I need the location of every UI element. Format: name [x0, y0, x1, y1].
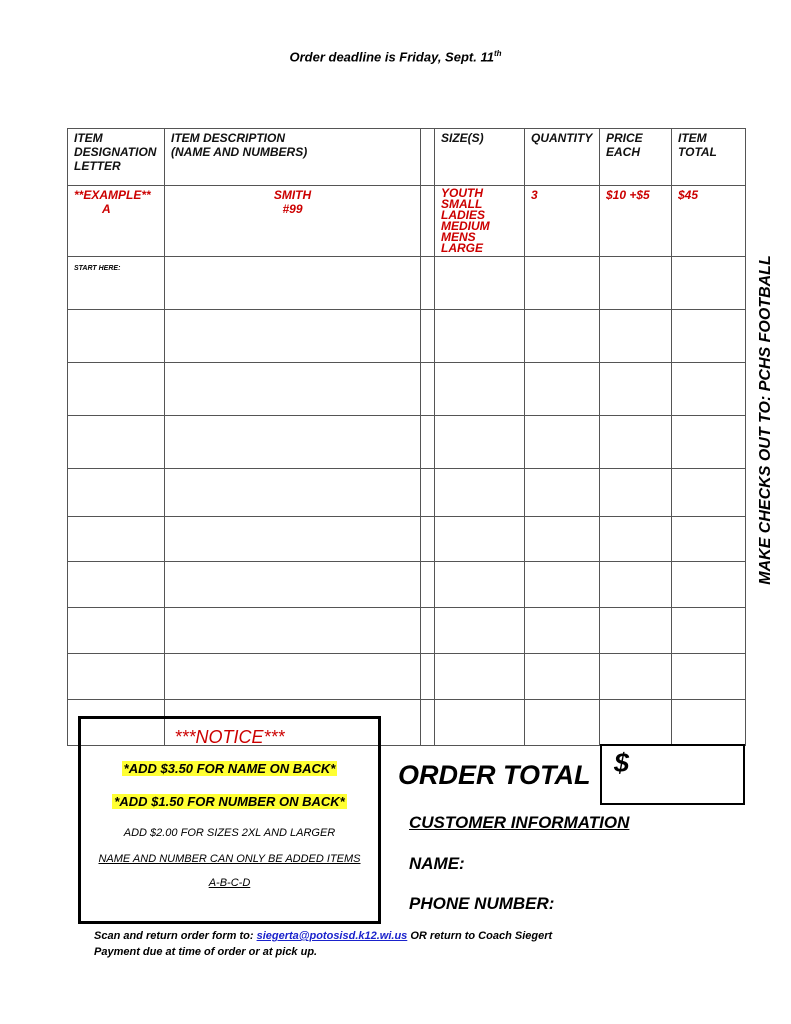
entry-cell-spacer — [421, 363, 435, 416]
header-spacer — [421, 129, 435, 186]
example-description: SMITH #99 — [165, 186, 421, 257]
header-price-each: PRICE EACH — [600, 129, 672, 186]
example-row — [68, 186, 746, 257]
entry-cell-price[interactable] — [600, 700, 672, 746]
entry-cell-total[interactable] — [672, 562, 746, 608]
entry-cell-spacer — [421, 517, 435, 562]
entry-cell-letter[interactable] — [68, 654, 165, 700]
entry-cell-total[interactable] — [672, 654, 746, 700]
notice-name-fee: *ADD $3.50 FOR NAME ON BACK* — [123, 761, 336, 776]
entry-cell-sizes[interactable] — [435, 363, 525, 416]
entry-cell-letter[interactable] — [68, 562, 165, 608]
entry-cell-spacer — [421, 416, 435, 469]
entry-cell-price[interactable] — [600, 257, 672, 310]
entry-cell-sizes[interactable] — [435, 517, 525, 562]
entry-cell-total[interactable] — [672, 363, 746, 416]
customer-information-title: CUSTOMER INFORMATION — [409, 813, 630, 832]
entry-cell-price[interactable] — [600, 310, 672, 363]
entry-cell-description[interactable] — [165, 654, 421, 700]
entry-cell-sizes[interactable] — [435, 562, 525, 608]
header-item-total: ITEM TOTAL — [672, 129, 746, 186]
entry-cell-letter[interactable] — [68, 469, 165, 517]
example-price: $10 +$5 — [600, 186, 672, 257]
entry-cell-spacer — [421, 469, 435, 517]
entry-cell-total[interactable] — [672, 700, 746, 746]
order-entry-row — [68, 257, 746, 310]
customer-phone-label: PHONE NUMBER: — [409, 894, 555, 913]
header-quantity: QUANTITY — [525, 129, 600, 186]
table-header-row — [68, 129, 746, 186]
header-item-designation: ITEM DESIGNATION LETTER — [68, 129, 165, 186]
customer-name-label: NAME: — [409, 854, 465, 873]
notice-restriction: NAME AND NUMBER CAN ONLY BE ADDED ITEMS — [98, 853, 361, 865]
footer-return-instructions: Scan and return order form to: siegerta@potosisd.k12.wi.us OR return to Coach Siegert — [94, 930, 553, 942]
notice-items: A-B-C-D — [208, 877, 251, 889]
order-entry-row — [68, 608, 746, 654]
entry-cell-spacer — [421, 310, 435, 363]
order-entry-row — [68, 416, 746, 469]
entry-cell-description[interactable] — [165, 608, 421, 654]
entry-cell-total[interactable] — [672, 469, 746, 517]
entry-cell-total[interactable] — [672, 416, 746, 469]
example-quantity: 3 — [525, 186, 600, 257]
entry-cell-quantity[interactable] — [525, 363, 600, 416]
order-entry-row — [68, 517, 746, 562]
example-letter: **EXAMPLE** A — [68, 186, 165, 257]
entry-cell-sizes[interactable] — [435, 654, 525, 700]
notice-title: ***NOTICE*** — [174, 727, 285, 747]
entry-cell-quantity[interactable] — [525, 416, 600, 469]
notice-number-fee: *ADD $1.50 FOR NUMBER ON BACK* — [114, 794, 345, 809]
entry-cell-quantity[interactable] — [525, 654, 600, 700]
entry-cell-quantity[interactable] — [525, 608, 600, 654]
entry-cell-sizes[interactable] — [435, 469, 525, 517]
example-spacer — [421, 186, 435, 257]
notice-box — [78, 716, 381, 924]
example-total: $45 — [672, 186, 746, 257]
entry-cell-quantity[interactable] — [525, 469, 600, 517]
entry-cell-total[interactable] — [672, 257, 746, 310]
entry-cell-sizes[interactable] — [435, 257, 525, 310]
entry-cell-letter[interactable] — [68, 517, 165, 562]
email-link[interactable]: siegerta@potosisd.k12.wi.us — [256, 930, 408, 942]
entry-cell-total[interactable] — [672, 310, 746, 363]
entry-cell-description[interactable] — [165, 562, 421, 608]
entry-cell-spacer — [421, 257, 435, 310]
order-deadline: Order deadline is Friday, Sept. 11th — [289, 49, 502, 65]
order-table — [67, 128, 746, 746]
entry-cell-total[interactable] — [672, 517, 746, 562]
entry-cell-description[interactable] — [165, 469, 421, 517]
entry-cell-description[interactable] — [165, 310, 421, 363]
entry-cell-price[interactable] — [600, 469, 672, 517]
order-entry-row — [68, 562, 746, 608]
start-here-label: START HERE: — [74, 265, 121, 272]
entry-cell-letter[interactable] — [68, 310, 165, 363]
entry-cell-sizes[interactable] — [435, 416, 525, 469]
entry-cell-sizes[interactable] — [435, 310, 525, 363]
entry-cell-price[interactable] — [600, 608, 672, 654]
entry-cell-quantity[interactable] — [525, 517, 600, 562]
deadline-superscript: th — [493, 49, 502, 58]
entry-cell-spacer — [421, 700, 435, 746]
entry-cell-price[interactable] — [600, 517, 672, 562]
entry-cell-letter[interactable] — [68, 608, 165, 654]
entry-cell-letter[interactable] — [68, 257, 165, 310]
header-item-description: ITEM DESCRIPTION (NAME AND NUMBERS) — [165, 129, 421, 186]
entry-cell-description[interactable] — [165, 416, 421, 469]
notice-size-fee: ADD $2.00 FOR SIZES 2XL AND LARGER — [123, 827, 336, 839]
entry-cell-quantity[interactable] — [525, 310, 600, 363]
order-total-label: ORDER TOTAL — [398, 760, 591, 790]
order-entry-row — [68, 469, 746, 517]
entry-cell-spacer — [421, 654, 435, 700]
entry-cell-description[interactable] — [165, 517, 421, 562]
entry-cell-quantity[interactable] — [525, 562, 600, 608]
dollar-sign: $ — [614, 748, 630, 778]
order-entry-row — [68, 363, 746, 416]
make-checks-out-to: MAKE CHECKS OUT TO: PCHS FOOTBALL — [757, 255, 774, 585]
entry-cell-price[interactable] — [600, 416, 672, 469]
order-entry-row — [68, 654, 746, 700]
entry-cell-sizes[interactable] — [435, 700, 525, 746]
entry-cell-spacer — [421, 608, 435, 654]
entry-cell-letter[interactable] — [68, 416, 165, 469]
header-sizes: SIZE(S) — [435, 129, 525, 186]
entry-cell-sizes[interactable] — [435, 608, 525, 654]
entry-cell-description[interactable] — [165, 257, 421, 310]
entry-cell-total[interactable] — [672, 608, 746, 654]
entry-cell-price[interactable] — [600, 363, 672, 416]
entry-cell-quantity[interactable] — [525, 257, 600, 310]
entry-cell-description[interactable] — [165, 363, 421, 416]
entry-cell-letter[interactable] — [68, 363, 165, 416]
entry-cell-spacer — [421, 562, 435, 608]
entry-cell-price[interactable] — [600, 654, 672, 700]
example-sizes: YOUTH SMALL LADIES MEDIUM MENS LARGE — [435, 186, 525, 257]
entry-cell-quantity[interactable] — [525, 700, 600, 746]
order-total-box[interactable] — [600, 744, 745, 805]
entry-cell-price[interactable] — [600, 562, 672, 608]
footer-payment-note: Payment due at time of order or at pick up. — [94, 946, 318, 958]
order-entry-row — [68, 310, 746, 363]
